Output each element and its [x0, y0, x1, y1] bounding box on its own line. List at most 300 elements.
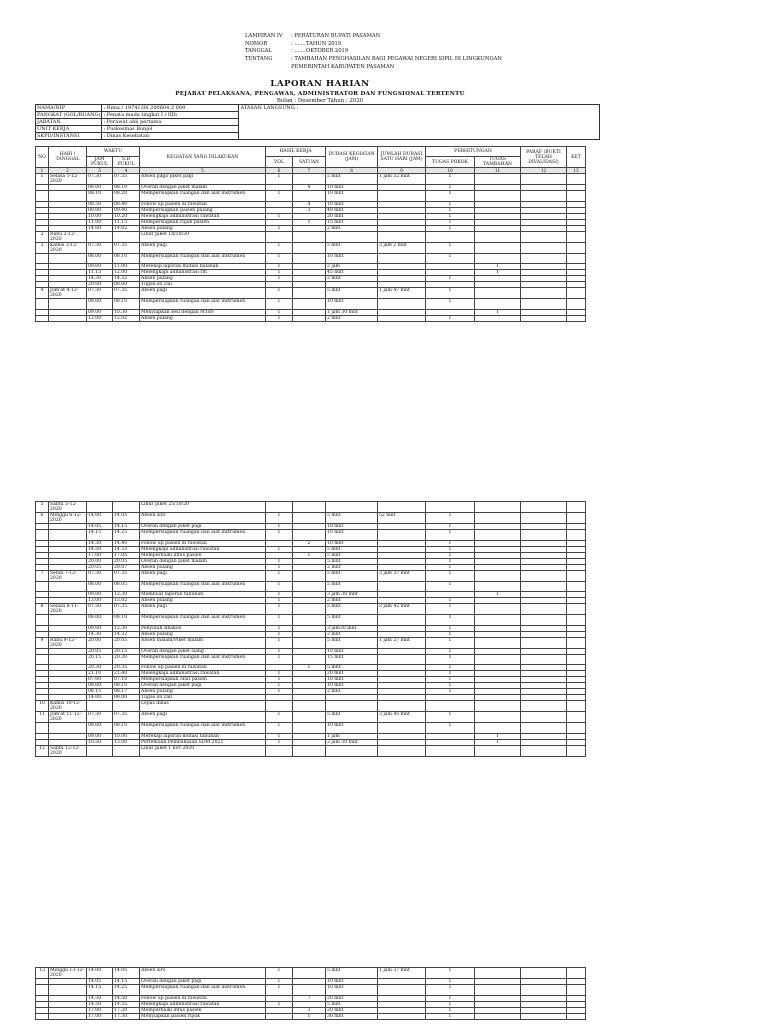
row-tugas-pokok: 1 — [426, 207, 475, 213]
identity-label: SKPD/INSTANSI — [36, 133, 102, 140]
row-end-time: 07.35 — [113, 288, 140, 299]
row-end-time: 20.05 — [113, 637, 140, 648]
row-start-time: 14.15 — [87, 985, 113, 996]
row-tugas-pokok: 1 — [426, 213, 475, 219]
row-start-time: 08.10 — [87, 191, 113, 202]
row-duration: 5 mnt — [326, 288, 378, 299]
row-duration: 2 jam 30 mnt — [326, 739, 378, 745]
row-tugas-pokok: 1 — [426, 191, 475, 202]
row-start-time: 07.00 — [87, 677, 113, 683]
row-start-time — [87, 502, 113, 513]
row-start-time: 14.05 — [87, 979, 113, 985]
row-duration: 5 mnt — [326, 968, 378, 979]
row-total-duration: 1 jam 27 mnt — [378, 637, 426, 648]
row-activity: Overan dengan piket pagi — [140, 683, 266, 689]
table-row — [36, 299, 586, 310]
row-volume: 1 — [266, 683, 293, 689]
row-duration: 10 mnt — [326, 683, 378, 689]
lampiran-line — [245, 64, 591, 72]
row-no — [36, 985, 49, 996]
row-total-duration — [378, 231, 426, 242]
row-duration: 10 mnt — [326, 979, 378, 985]
row-paraf — [521, 604, 567, 615]
row-tugas-tambahan — [475, 723, 521, 734]
row-no: 11 — [36, 712, 49, 723]
row-no: 12 — [36, 745, 49, 756]
row-no: 13 — [36, 968, 49, 979]
row-no: 6 — [36, 513, 49, 524]
column-number: 6 — [266, 168, 293, 174]
row-duration: 5 mnt — [326, 546, 378, 552]
row-total-duration: 3 jam 45 mnt — [378, 712, 426, 723]
row-volume: 1 — [266, 270, 293, 276]
row-duration: 5 mnt — [326, 174, 378, 185]
row-tugas-pokok: 1 — [426, 253, 475, 264]
row-total-duration — [378, 701, 426, 712]
row-volume: 1 — [266, 513, 293, 524]
row-activity: Melengkapi administrasi rawatan — [140, 1001, 266, 1007]
row-no: 8 — [36, 604, 49, 615]
row-volume: 1 — [266, 581, 293, 592]
row-day — [49, 581, 87, 592]
row-duration: 10 mnt — [326, 677, 378, 683]
row-activity: Tugas on call — [140, 282, 266, 288]
column-number: 11 — [475, 168, 521, 174]
row-end-time: 20.35 — [113, 665, 140, 671]
row-activity: Overan dengan piket siang — [140, 648, 266, 654]
row-volume: 1 — [266, 979, 293, 985]
row-tugas-pokok: 1 — [426, 615, 475, 626]
row-tugas-pokok: 1 — [426, 625, 475, 631]
row-activity: Absen pulang — [140, 276, 266, 282]
row-no — [36, 315, 49, 321]
row-activity: Absen pagi — [140, 570, 266, 581]
row-tugas-pokok: 1 — [426, 242, 475, 253]
lampiran-key: LAMPIRAN IV — [245, 33, 283, 39]
row-activity: Absen pulang — [140, 598, 266, 604]
row-volume: 1 — [266, 604, 293, 615]
row-unit — [293, 637, 326, 648]
row-end-time: 20.15 — [113, 648, 140, 654]
row-paraf — [521, 712, 567, 723]
row-volume: 1 — [266, 648, 293, 654]
row-paraf — [521, 288, 567, 299]
lampiran-line — [245, 56, 591, 64]
row-duration: 5 mnt — [326, 581, 378, 592]
row-duration: 5 mnt — [326, 552, 378, 558]
row-paraf — [521, 654, 567, 665]
row-day — [49, 299, 87, 310]
row-tugas-tambahan — [475, 581, 521, 592]
row-tugas-pokok: 1 — [426, 712, 475, 723]
row-paraf — [521, 253, 567, 264]
row-ket — [567, 253, 586, 264]
row-duration: 40 mnt — [326, 207, 378, 213]
row-duration: 5 mnt — [326, 513, 378, 524]
row-duration: 5 mnt — [326, 615, 378, 626]
row-start-time: 07.30 — [87, 174, 113, 185]
column-number: 1 — [36, 168, 49, 174]
row-start-time: 08.15 — [87, 689, 113, 695]
row-start-time: 09.00 — [87, 592, 113, 598]
row-end-time: 14.55 — [113, 1001, 140, 1007]
row-start-time: 14.30 — [87, 276, 113, 282]
column-number: 13 — [567, 168, 586, 174]
row-duration: 20 mnt — [326, 671, 378, 677]
row-end-time — [113, 701, 140, 712]
row-start-time: 17.00 — [87, 552, 113, 558]
row-end-time: 12.02 — [113, 315, 140, 321]
activity-log-table-continued — [35, 967, 586, 1020]
row-tugas-tambahan — [475, 242, 521, 253]
row-start-time: 08.00 — [87, 185, 113, 191]
row-no: 3 — [36, 242, 49, 253]
row-total-duration — [378, 654, 426, 665]
row-unit — [293, 581, 326, 592]
table-row — [36, 191, 586, 202]
row-end-time: 14.02 — [113, 225, 140, 231]
row-activity: Melengkapi administrasi rawatan — [140, 213, 266, 219]
row-tugas-tambahan — [475, 570, 521, 581]
row-tugas-tambahan — [475, 288, 521, 299]
row-tugas-pokok: 1 — [426, 631, 475, 637]
row-volume: 1 — [266, 631, 293, 637]
row-tugas-pokok: 1 — [426, 540, 475, 546]
row-day: Jum'at 11-12-2020 — [49, 712, 87, 723]
column-number: 12 — [521, 168, 567, 174]
row-start-time: 11.00 — [87, 219, 113, 225]
row-ket — [567, 299, 586, 310]
row-unit — [293, 231, 326, 242]
row-start-time: 14.15 — [87, 530, 113, 541]
row-duration: 30 mnt — [326, 1013, 378, 1019]
row-duration: 10 mnt — [326, 185, 378, 191]
row-day: Selasa 8-11-2020 — [49, 604, 87, 615]
row-volume: 1 — [266, 530, 293, 541]
table-row — [36, 1013, 586, 1019]
row-start-time — [87, 231, 113, 242]
row-paraf — [521, 513, 567, 524]
row-ket — [567, 637, 586, 648]
column-number: 3 — [87, 168, 113, 174]
row-activity: Libur piket 25/10/20 — [140, 502, 266, 513]
row-no — [36, 191, 49, 202]
row-duration: 5 mnt — [326, 665, 378, 671]
row-end-time: 14.15 — [113, 524, 140, 530]
row-end-time: 11.00 — [113, 264, 140, 270]
row-end-time: 14.25 — [113, 530, 140, 541]
row-tugas-pokok: 1 — [426, 598, 475, 604]
row-paraf — [521, 968, 567, 979]
row-volume: 1 — [266, 253, 293, 264]
row-start-time: 08.00 — [87, 683, 113, 689]
row-activity: Libur piket 1 nov 2020 — [140, 745, 266, 756]
row-start-time: 14.00 — [87, 695, 113, 701]
row-volume: 1 — [266, 524, 293, 530]
row-volume: 1 — [266, 288, 293, 299]
table-row — [36, 513, 586, 524]
row-end-time: 20.07 — [113, 564, 140, 570]
row-unit: 1 — [293, 665, 326, 671]
row-activity: Merekap laporan mutasi tahunan — [140, 733, 266, 739]
row-volume: 1 — [266, 625, 293, 631]
row-activity: Mempersiapkan ruangan dan alat instrumen — [140, 985, 266, 996]
row-end-time: 08.00 — [113, 282, 140, 288]
lampiran-value: : .......TAHUN 2019 — [291, 40, 342, 47]
header-perhitungan: PERHITUNGAN — [426, 147, 521, 157]
row-tugas-pokok: 1 — [426, 558, 475, 564]
row-activity: Absen pagi/ piket pagi — [140, 174, 266, 185]
row-duration: 2 mnt — [326, 689, 378, 695]
row-tugas-pokok: 1 — [426, 276, 475, 282]
table-row — [36, 570, 586, 581]
row-tugas-pokok: 1 — [426, 985, 475, 996]
lampiran-key: NOMOR — [245, 40, 268, 47]
row-end-time: 12.30 — [113, 625, 140, 631]
row-total-duration — [378, 581, 426, 592]
row-start-time: 14.30 — [87, 995, 113, 1001]
row-start-time: 20.15 — [87, 654, 113, 665]
header-hari: HARI / TANGGAL — [49, 147, 87, 168]
row-tugas-tambahan: 1 — [475, 739, 521, 745]
row-total-duration — [378, 530, 426, 541]
row-activity: Absen pagi — [140, 242, 266, 253]
row-ket — [567, 174, 586, 185]
identity-label: NAMA/NIP — [36, 105, 102, 112]
row-start-time: 14.00 — [87, 513, 113, 524]
row-tugas-pokok: 1 — [426, 513, 475, 524]
row-tugas-tambahan — [475, 985, 521, 996]
row-activity: Absen pagi — [140, 712, 266, 723]
row-activity: Overan dengan piket pagi — [140, 524, 266, 530]
row-activity: Absen pulang — [140, 564, 266, 570]
row-ket — [567, 723, 586, 734]
row-ket — [567, 712, 586, 723]
row-unit: 4 — [293, 201, 326, 207]
row-end-time: 14.15 — [113, 979, 140, 985]
row-end-time: 14.25 — [113, 985, 140, 996]
row-duration: 10 mnt — [326, 985, 378, 996]
table-row — [36, 530, 586, 541]
row-tugas-pokok: 1 — [426, 648, 475, 654]
row-total-duration — [378, 315, 426, 321]
table-row — [36, 502, 586, 513]
row-tugas-pokok: 1 — [426, 723, 475, 734]
row-volume: 1 — [266, 570, 293, 581]
row-duration: 2 mnt — [326, 315, 378, 321]
row-tugas-tambahan — [475, 654, 521, 665]
row-unit — [293, 315, 326, 321]
row-start-time: 20.05 — [87, 648, 113, 654]
row-activity: Absen siro — [140, 513, 266, 524]
row-unit: 3 — [293, 1007, 326, 1013]
row-end-time: 08.10 — [113, 253, 140, 264]
row-paraf — [521, 315, 567, 321]
table-row — [36, 615, 586, 626]
row-ket — [567, 315, 586, 321]
atasan-langsung: ATASAN LANGSUNG : — [239, 105, 600, 140]
row-activity: Mempersiapkan obat pasien — [140, 677, 266, 683]
row-end-time: 08.10 — [113, 299, 140, 310]
row-tugas-tambahan — [475, 253, 521, 264]
row-day: Sabtu 5-12-2020 — [49, 502, 87, 513]
column-number: 8 — [326, 168, 378, 174]
row-activity: Mempersiapkan ruangan dan alat instrumen — [140, 581, 266, 592]
row-end-time: 12.30 — [113, 592, 140, 598]
lampiran-key: TENTANG — [245, 56, 273, 63]
row-paraf — [521, 637, 567, 648]
row-end-time: 08.20 — [113, 191, 140, 202]
row-activity: Merekap laporan mutasi bulanan — [140, 264, 266, 270]
row-tugas-tambahan — [475, 530, 521, 541]
row-total-duration — [378, 985, 426, 996]
table-row — [36, 231, 586, 242]
row-duration: 2 mnt — [326, 564, 378, 570]
row-activity: Absen malam/Piket malam — [140, 637, 266, 648]
row-total-duration: 1 jam 37 mnt — [378, 968, 426, 979]
row-tugas-tambahan — [475, 712, 521, 723]
row-total-duration: 1 jam 47 mnt — [378, 288, 426, 299]
column-number: 7 — [293, 168, 326, 174]
row-unit — [293, 502, 326, 513]
row-total-duration — [378, 723, 426, 734]
row-duration: 15 mnt — [326, 219, 378, 225]
row-ket — [567, 701, 586, 712]
identity-value: : Penata muda tingkat I / IIIb — [102, 112, 239, 119]
row-volume: 1 — [266, 225, 293, 231]
row-tugas-pokok: 1 — [426, 201, 475, 207]
row-day — [49, 723, 87, 734]
header-kegiatan: KEGIATAN YANG DILAKUKAN — [140, 147, 266, 168]
row-activity: Mempersiapkan ruangan dan alat instrumen — [140, 723, 266, 734]
table-row — [36, 654, 586, 665]
row-volume: 1 — [266, 985, 293, 996]
row-duration: 2 mnt — [326, 631, 378, 637]
identity-value: : Puskesmas Bonjol — [102, 126, 239, 133]
row-start-time: 09.00 — [87, 207, 113, 213]
row-no — [36, 723, 49, 734]
header-sd-pukul: S.D PUKUL — [113, 157, 140, 168]
row-end-time: 08.10 — [113, 683, 140, 689]
header-durasi: DURASI KEGIATAN (JAM) — [326, 147, 378, 168]
row-day: Rabu 2-12-2020 — [49, 231, 87, 242]
row-activity: Follow up pasien di rawatan — [140, 540, 266, 546]
row-tugas-pokok: 1 — [426, 689, 475, 695]
row-tugas-tambahan — [475, 701, 521, 712]
row-duration: 10 mnt — [326, 540, 378, 546]
row-activity: Mempersiapkan ruangan dan alat instrumen — [140, 299, 266, 310]
row-duration: 2 jam — [326, 264, 378, 270]
row-start-time: 09.00 — [87, 625, 113, 631]
row-duration: 5 mnt — [326, 637, 378, 648]
row-paraf — [521, 502, 567, 513]
row-duration: 1 jam 30 mnt — [326, 309, 378, 315]
row-no: 5 — [36, 502, 49, 513]
row-ket — [567, 1013, 586, 1019]
row-duration — [326, 701, 378, 712]
row-activity: Memperbaiki infus pasien — [140, 552, 266, 558]
row-tugas-pokok: 1 — [426, 671, 475, 677]
row-unit — [293, 288, 326, 299]
row-start-time: 20.05 — [87, 564, 113, 570]
lampiran-key: TANGGAL — [245, 48, 272, 55]
row-no — [36, 654, 49, 665]
row-start-time: 17.00 — [87, 1013, 113, 1019]
row-unit — [293, 712, 326, 723]
table-row — [36, 253, 586, 264]
header-ket: KET — [567, 147, 586, 168]
row-ket — [567, 985, 586, 996]
row-start-time: 08.00 — [87, 253, 113, 264]
row-activity: Lepas dinas — [140, 701, 266, 712]
row-start-time: 07.30 — [87, 712, 113, 723]
row-volume: 1 — [266, 315, 293, 321]
row-activity: Absen pulang — [140, 689, 266, 695]
row-end-time: 08.40 — [113, 201, 140, 207]
row-volume — [266, 231, 293, 242]
table-row — [36, 745, 586, 756]
row-end-time: 14.55 — [113, 546, 140, 552]
row-tugas-tambahan: 1 — [475, 733, 521, 739]
header-no: NO — [36, 147, 49, 168]
row-activity: Menyiapkan pasien rujuk — [140, 1013, 266, 1019]
row-activity: Absen pagi — [140, 288, 266, 299]
row-start-time: 07.30 — [87, 604, 113, 615]
column-number: 9 — [378, 168, 426, 174]
row-no — [36, 1013, 49, 1019]
row-day — [49, 253, 87, 264]
row-duration: 2 mnt — [326, 276, 378, 282]
row-tugas-pokok: 1 — [426, 968, 475, 979]
row-unit — [293, 604, 326, 615]
row-activity: Libur piket 18/10/20 — [140, 231, 266, 242]
row-unit: 1 — [293, 1013, 326, 1019]
row-start-time: 08.00 — [87, 581, 113, 592]
row-ket — [567, 530, 586, 541]
row-total-duration: 52 mnt — [378, 513, 426, 524]
header-tugas-tambahan: TUGAS TAMBAHAN — [475, 157, 521, 168]
activity-log-table-continued — [35, 501, 586, 757]
row-paraf — [521, 581, 567, 592]
row-tugas-pokok: 1 — [426, 995, 475, 1001]
row-activity: Overan dengan piket pagi — [140, 979, 266, 985]
row-unit: 1 — [293, 552, 326, 558]
row-tugas-tambahan — [475, 745, 521, 756]
row-activity: Mempersiapkan rujuk pasien — [140, 219, 266, 225]
lampiran-value: : TAMBAHAN PENGHASILAN BAGI PEGAWAI NEGERI SIPIL DI LINGKUNGAN — [291, 56, 502, 63]
row-start-time: 09.00 — [87, 264, 113, 270]
row-duration: 5 mnt — [326, 1001, 378, 1007]
row-tugas-pokok — [426, 231, 475, 242]
row-tugas-pokok: 1 — [426, 665, 475, 671]
row-activity: Absen pulang — [140, 631, 266, 637]
row-day — [49, 654, 87, 665]
row-duration: 2 mnt — [326, 225, 378, 231]
row-no: 4 — [36, 288, 49, 299]
row-end-time: 14.05 — [113, 513, 140, 524]
row-unit — [293, 615, 326, 626]
row-ket — [567, 745, 586, 756]
row-activity: Absen pulang — [140, 315, 266, 321]
row-activity: Membuat laporan tahunan — [140, 592, 266, 598]
row-start-time: 14.05 — [87, 524, 113, 530]
lampiran-line — [245, 33, 591, 41]
row-end-time: 11.15 — [113, 219, 140, 225]
row-paraf — [521, 745, 567, 756]
row-no: 2 — [36, 231, 49, 242]
row-unit: 4 — [293, 185, 326, 191]
row-tugas-pokok: 1 — [426, 1013, 475, 1019]
